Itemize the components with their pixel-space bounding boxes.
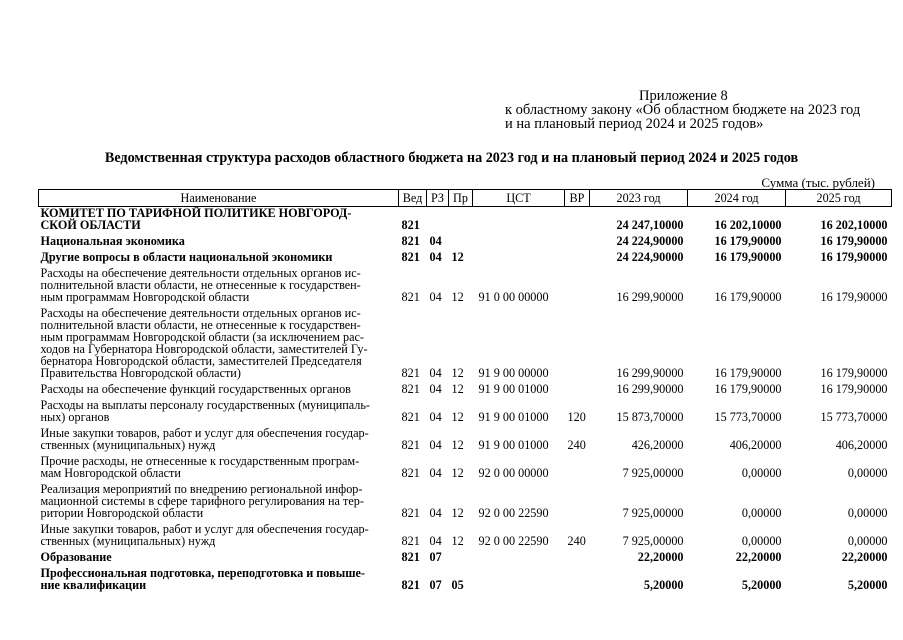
cell-cst xyxy=(473,235,565,247)
budget-table xyxy=(38,189,892,595)
cell-name-line: Прочие расходы, не отнесенные к государственным програм- xyxy=(40,454,360,468)
cell-name-line: ние квалификации xyxy=(40,578,147,592)
cell-rz xyxy=(427,207,449,232)
cell-2024: 0,00000 xyxy=(741,466,782,480)
cell-rz: 04 xyxy=(429,366,442,380)
cell-pr xyxy=(449,551,473,563)
cell-2025: 0,00000 xyxy=(847,534,888,548)
cell-name-line: СКОЙ ОБЛАСТИ xyxy=(40,218,141,232)
cell-name-line: Расходы на обеспечение деятельности отдельных органов ис- xyxy=(40,266,361,280)
cell-2023: 16 299,90000 xyxy=(616,366,684,380)
cell-cst xyxy=(473,251,565,263)
cell-name xyxy=(39,483,399,519)
cell-ved: 821 xyxy=(401,250,420,264)
col-header-vr: ВР xyxy=(565,190,590,207)
cell-rz: 04 xyxy=(429,290,442,304)
cell-2023: 426,20000 xyxy=(631,438,684,452)
cell-2024: 16 179,90000 xyxy=(714,250,782,264)
col-header-name: Наименование xyxy=(39,190,399,207)
cell-pr: 12 xyxy=(451,466,464,480)
cell-2025: 15 773,70000 xyxy=(820,410,888,424)
cell-2025: 16 179,90000 xyxy=(820,250,888,264)
cell-vr xyxy=(565,307,590,379)
col-header-2025: 2025 год xyxy=(786,190,892,207)
cell-cst xyxy=(473,551,565,563)
cell-name xyxy=(39,383,399,395)
cell-ved: 821 xyxy=(401,550,420,564)
cell-2024: 16 202,10000 xyxy=(714,218,782,232)
appendix-number: Приложение 8 xyxy=(639,88,728,104)
cell-2023: 7 925,00000 xyxy=(622,506,684,520)
cell-vr xyxy=(565,483,590,519)
cell-vr xyxy=(565,383,590,395)
cell-ved: 821 xyxy=(401,506,420,520)
cell-2024: 0,00000 xyxy=(741,534,782,548)
cell-name xyxy=(39,207,399,232)
table-row xyxy=(39,483,892,519)
cell-name xyxy=(39,267,399,303)
cell-2024: 16 179,90000 xyxy=(714,366,782,380)
cell-cst: 92 0 00 22590 xyxy=(478,534,549,548)
cell-2023: 7 925,00000 xyxy=(622,534,684,548)
cell-pr: 12 xyxy=(451,366,464,380)
table-row xyxy=(39,207,892,232)
col-header-ved: Вед xyxy=(399,190,427,207)
cell-rz: 04 xyxy=(429,438,442,452)
cell-name-line: ходов на Губернатора Новгородской области, заместителей Гу- xyxy=(40,342,368,356)
cell-pr: 05 xyxy=(451,578,464,592)
table-row xyxy=(39,523,892,547)
cell-vr xyxy=(565,267,590,303)
cell-name-line: ритории Новгородской области xyxy=(40,506,204,520)
cell-2023: 16 299,90000 xyxy=(616,382,684,396)
cell-rz: 04 xyxy=(429,250,442,264)
table-row xyxy=(39,427,892,451)
cell-name-line: полнительной власти области, не отнесенные к государствен- xyxy=(40,318,361,332)
appendix-law-line2: и на плановый период 2024 и 2025 годов» xyxy=(505,116,764,132)
cell-2025: 16 179,90000 xyxy=(820,290,888,304)
cell-name xyxy=(39,551,399,563)
cell-ved: 821 xyxy=(401,366,420,380)
table-row xyxy=(39,267,892,303)
cell-pr: 12 xyxy=(451,382,464,396)
cell-2025: 16 179,90000 xyxy=(820,366,888,380)
cell-cst: 91 9 00 01000 xyxy=(478,410,549,424)
cell-2025: 22,20000 xyxy=(841,550,888,564)
cell-name-line: ным программам Новгородской области xyxy=(40,290,250,304)
cell-2023: 22,20000 xyxy=(637,550,684,564)
table-row xyxy=(39,455,892,479)
cell-vr xyxy=(565,567,590,591)
cell-pr xyxy=(449,235,473,247)
cell-name-line: Правительства Новгородской области) xyxy=(40,366,241,380)
units-label: Сумма (тыс. рублей) xyxy=(761,175,875,190)
cell-ved: 821 xyxy=(401,534,420,548)
cell-pr: 12 xyxy=(451,506,464,520)
cell-name-line: Профессиональная подготовка, переподготовка и повыше- xyxy=(40,566,365,580)
cell-name-line: бернатора Новгородской области, заместителей Председателя xyxy=(40,354,362,368)
cell-2024: 15 773,70000 xyxy=(714,410,782,424)
cell-ved: 821 xyxy=(401,218,420,232)
cell-name-line: Расходы на обеспечение функций государственных органов xyxy=(40,382,351,396)
col-header-2023: 2023 год xyxy=(590,190,688,207)
cell-2025: 0,00000 xyxy=(847,506,888,520)
cell-2024: 16 179,90000 xyxy=(714,382,782,396)
cell-name xyxy=(39,567,399,591)
cell-2025: 5,20000 xyxy=(847,578,888,592)
cell-ved: 821 xyxy=(401,438,420,452)
cell-2025: 16 179,90000 xyxy=(820,382,888,396)
cell-ved: 821 xyxy=(401,578,420,592)
cell-name xyxy=(39,251,399,263)
cell-2025: 0,00000 xyxy=(847,466,888,480)
cell-name-line: ственных (муниципальных) нужд xyxy=(40,438,216,452)
cell-vr: 240 xyxy=(567,438,586,452)
cell-cst: 91 0 00 00000 xyxy=(478,290,549,304)
cell-name xyxy=(39,307,399,379)
cell-2025: 406,20000 xyxy=(835,438,888,452)
cell-pr: 12 xyxy=(451,290,464,304)
table-row xyxy=(39,251,892,263)
cell-2023: 16 299,90000 xyxy=(616,290,684,304)
cell-rz: 04 xyxy=(429,506,442,520)
cell-pr: 12 xyxy=(451,250,464,264)
col-header-cst: ЦСТ xyxy=(473,190,565,207)
cell-2023: 24 224,90000 xyxy=(616,250,684,264)
cell-name-line: Расходы на обеспечение деятельности отдельных органов ис- xyxy=(40,306,361,320)
cell-cst xyxy=(473,567,565,591)
cell-2023: 24 247,10000 xyxy=(616,218,684,232)
cell-2023: 7 925,00000 xyxy=(622,466,684,480)
cell-vr xyxy=(565,551,590,563)
cell-rz: 04 xyxy=(429,534,442,548)
cell-pr: 12 xyxy=(451,438,464,452)
cell-vr xyxy=(565,455,590,479)
cell-2024: 0,00000 xyxy=(741,506,782,520)
cell-name-line: полнительной власти области, не отнесенные к государствен- xyxy=(40,278,361,292)
cell-name xyxy=(39,399,399,423)
cell-ved: 821 xyxy=(401,290,420,304)
cell-name xyxy=(39,235,399,247)
cell-cst: 92 0 00 22590 xyxy=(478,506,549,520)
cell-2024: 16 179,90000 xyxy=(714,290,782,304)
cell-rz: 07 xyxy=(429,578,442,592)
cell-pr xyxy=(449,207,473,232)
cell-vr xyxy=(565,207,590,232)
cell-name-line: ственных (муниципальных) нужд xyxy=(40,534,216,548)
cell-name-line: Реализация мероприятий по внедрению региональной инфор- xyxy=(40,482,363,496)
col-header-rz: РЗ xyxy=(427,190,449,207)
cell-name-line: ных) органов xyxy=(40,410,110,424)
appendix-block xyxy=(505,89,860,131)
cell-pr: 12 xyxy=(451,410,464,424)
cell-rz: 04 xyxy=(429,410,442,424)
col-header-pr: Пр xyxy=(449,190,473,207)
cell-2024: 406,20000 xyxy=(729,438,782,452)
cell-name-line: Иные закупки товаров, работ и услуг для обеспечения государ- xyxy=(40,426,369,440)
cell-name xyxy=(39,455,399,479)
cell-name-line: мационной системы в сфере тарифного регулирования на тер- xyxy=(40,494,364,508)
cell-cst: 91 9 00 01000 xyxy=(478,438,549,452)
cell-cst: 91 9 00 00000 xyxy=(478,366,549,380)
cell-2023: 15 873,70000 xyxy=(616,410,684,424)
cell-2024: 16 179,90000 xyxy=(714,234,782,248)
cell-2023: 5,20000 xyxy=(643,578,684,592)
cell-name xyxy=(39,427,399,451)
cell-ved: 821 xyxy=(401,410,420,424)
cell-2023: 24 224,90000 xyxy=(616,234,684,248)
cell-name-line: Иные закупки товаров, работ и услуг для обеспечения государ- xyxy=(40,522,369,536)
cell-name-line: ным программам Новгородской области (за исключением рас- xyxy=(40,330,364,344)
table-row xyxy=(39,383,892,395)
cell-vr: 240 xyxy=(567,534,586,548)
cell-cst: 91 9 00 01000 xyxy=(478,382,549,396)
cell-ved: 821 xyxy=(401,466,420,480)
cell-2025: 16 179,90000 xyxy=(820,234,888,248)
document-title: Ведомственная структура расходов областного бюджета на 2023 год и на плановый период 2024 и 2025 годов xyxy=(104,150,799,166)
cell-ved: 821 xyxy=(401,234,420,248)
cell-vr xyxy=(565,235,590,247)
cell-pr: 12 xyxy=(451,534,464,548)
cell-rz: 04 xyxy=(429,466,442,480)
table-row xyxy=(39,567,892,591)
cell-name-line: КОМИТЕТ ПО ТАРИФНОЙ ПОЛИТИКЕ НОВГОРОД- xyxy=(40,206,352,220)
table-row xyxy=(39,551,892,563)
cell-vr: 120 xyxy=(567,410,586,424)
cell-cst xyxy=(473,207,565,232)
col-header-2024: 2024 год xyxy=(688,190,786,207)
cell-name xyxy=(39,523,399,547)
cell-name-line: мам Новгородской области xyxy=(40,466,181,480)
cell-name-line: Национальная экономика xyxy=(40,234,185,248)
cell-name-line: Расходы на выплаты персоналу государственных (муниципаль- xyxy=(40,398,370,412)
cell-name-line: Образование xyxy=(40,550,112,564)
cell-vr xyxy=(565,251,590,263)
cell-rz: 04 xyxy=(429,382,442,396)
table-row xyxy=(39,307,892,379)
cell-rz: 04 xyxy=(429,234,442,248)
cell-ved: 821 xyxy=(401,382,420,396)
table-body xyxy=(39,207,892,596)
table-row xyxy=(39,235,892,247)
cell-cst: 92 0 00 00000 xyxy=(478,466,549,480)
appendix-law-line1: к областному закону «Об областном бюджете на 2023 год xyxy=(505,102,861,118)
cell-name-line: Другие вопросы в области национальной экономики xyxy=(40,250,333,264)
cell-2025: 16 202,10000 xyxy=(820,218,888,232)
table-header-row xyxy=(39,190,892,207)
table-row xyxy=(39,399,892,423)
cell-2024: 22,20000 xyxy=(735,550,782,564)
cell-2024: 5,20000 xyxy=(741,578,782,592)
cell-rz: 07 xyxy=(429,550,442,564)
